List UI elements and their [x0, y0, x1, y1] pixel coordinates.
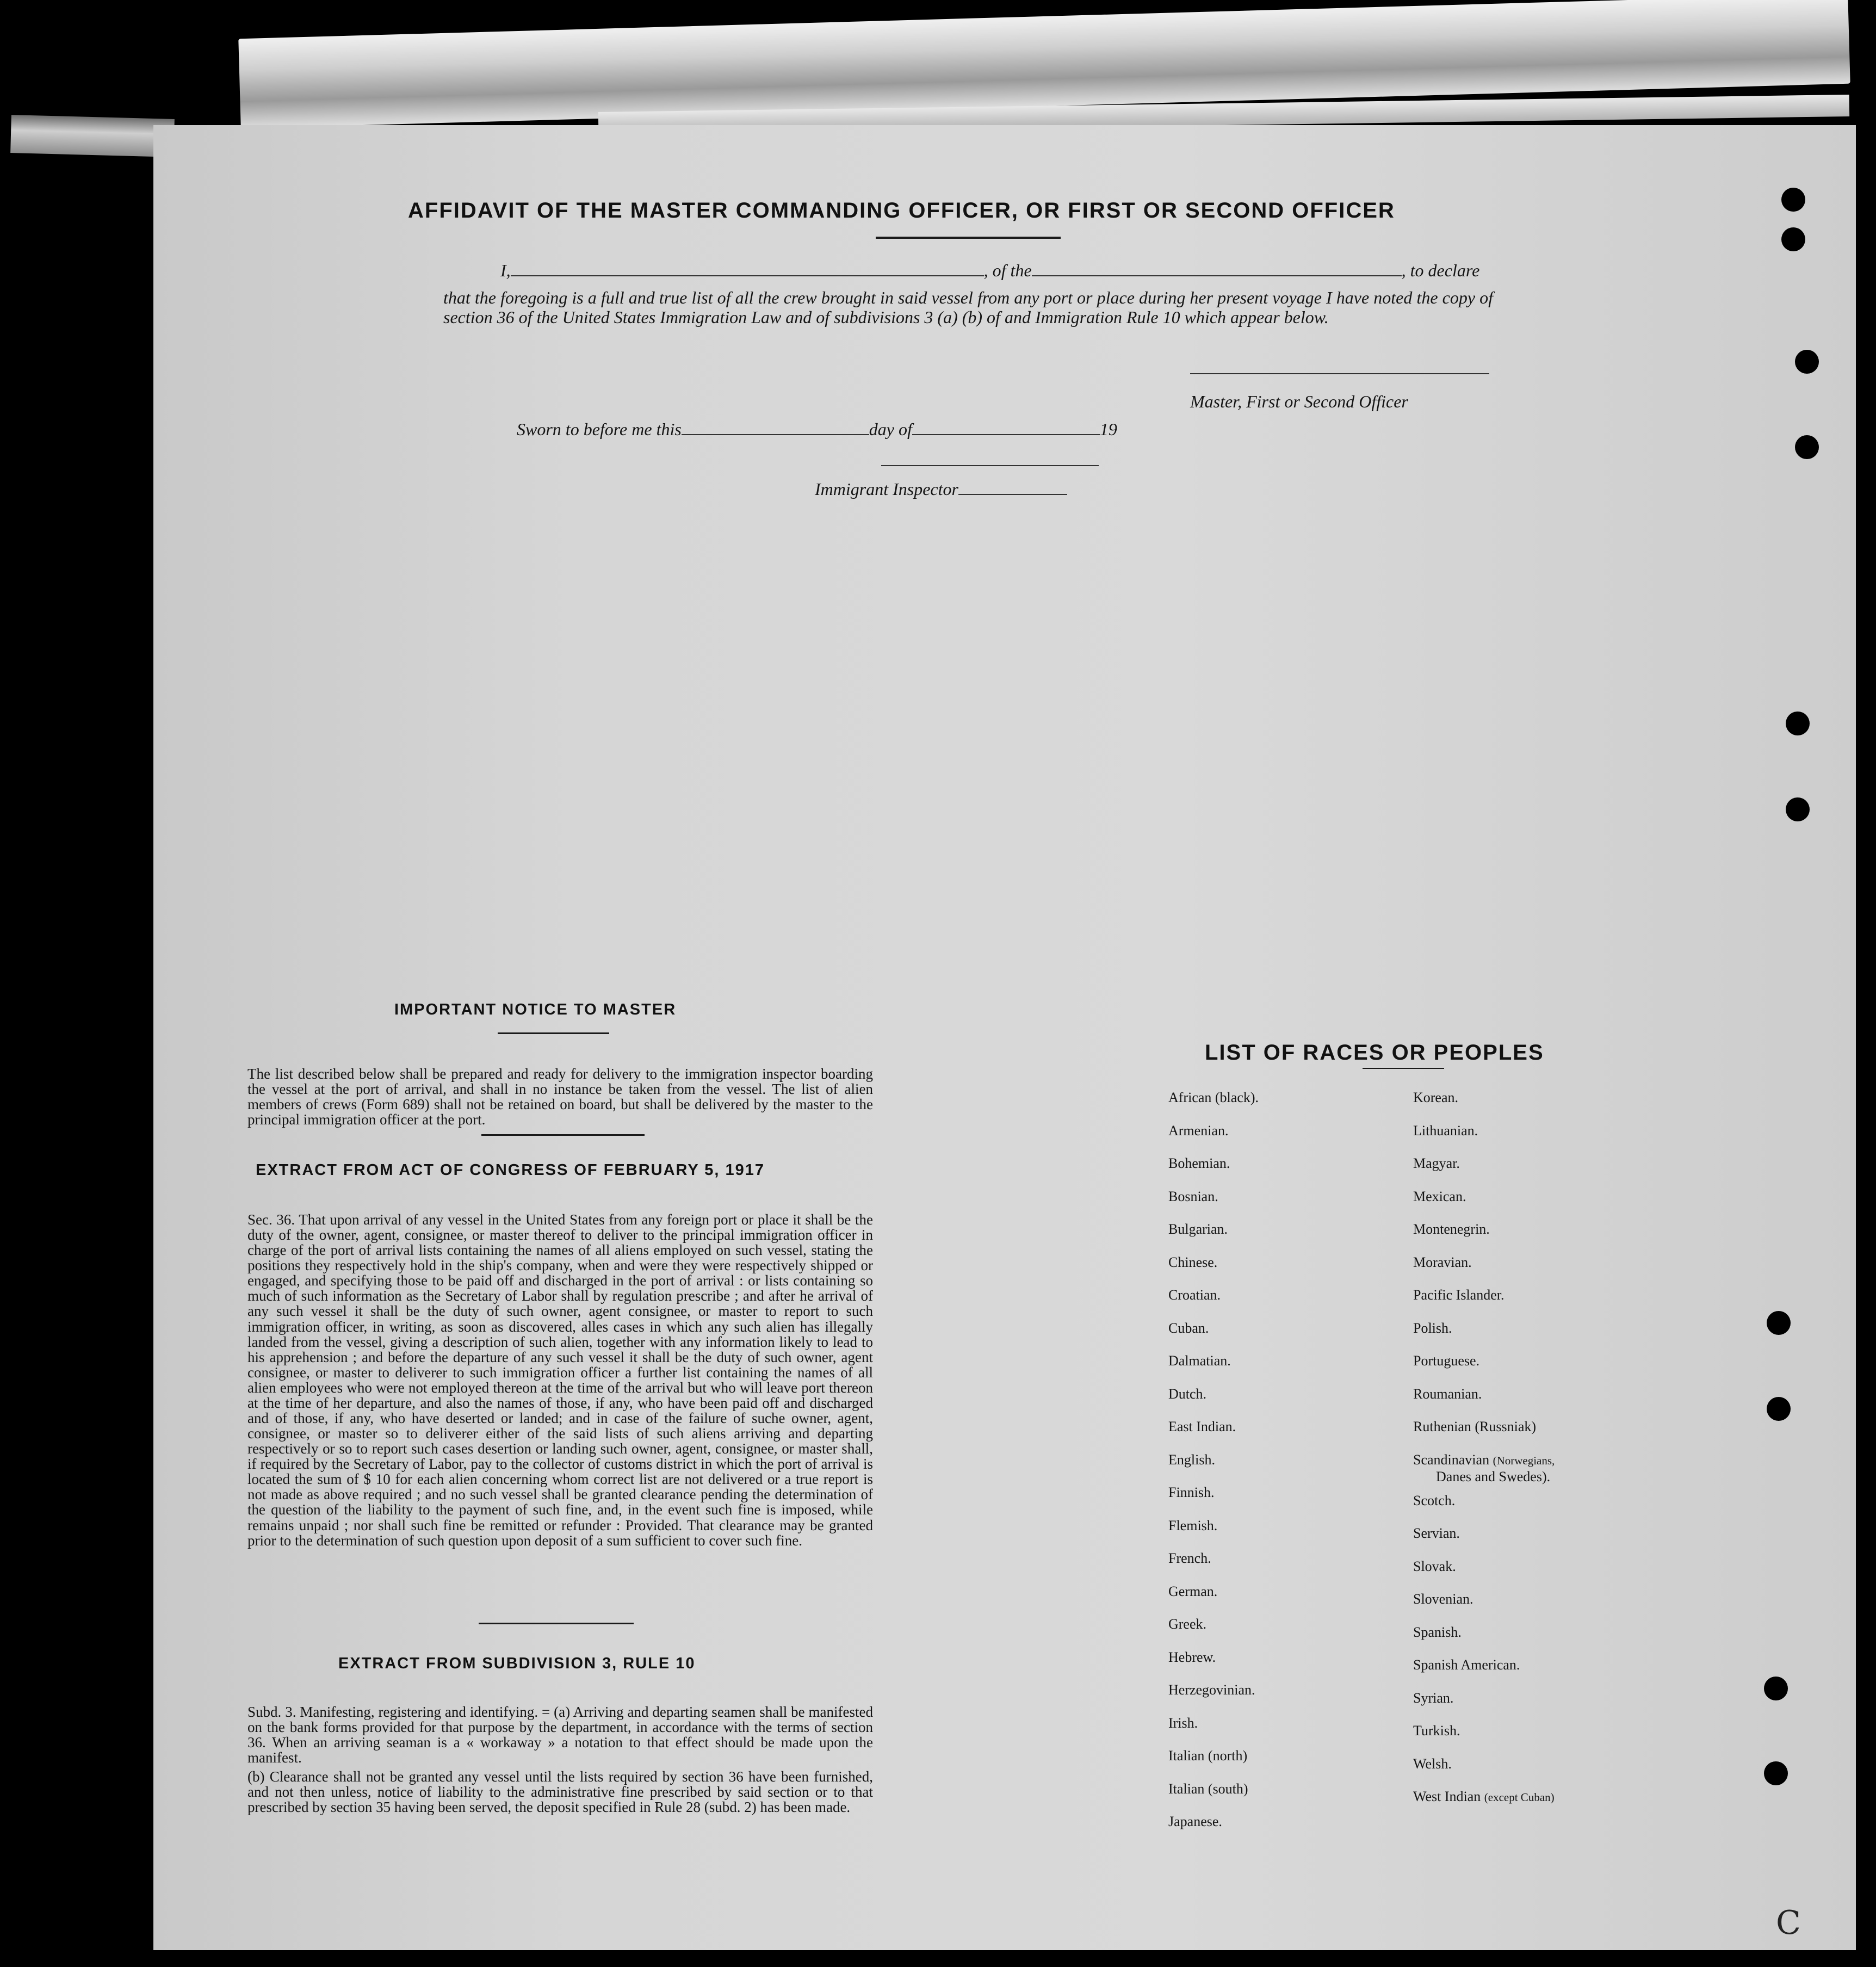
race-item: Turkish.	[1413, 1723, 1460, 1739]
affidavit-title: AFFIDAVIT OF THE MASTER COMMANDING OFFICER, OR FIRST OR SECOND OFFICER	[408, 199, 1395, 222]
race-item-scandinavian	[1413, 1444, 1555, 1484]
sworn-text: Sworn to before me this	[517, 419, 682, 439]
races-right-column	[1413, 1081, 1555, 1814]
race-item-west-indian	[1413, 1780, 1555, 1814]
race-item: Montenegrin.	[1413, 1221, 1490, 1237]
race-item: Bohemian.	[1168, 1155, 1230, 1171]
rule-body-a: Subd. 3. Manifesting, registering and identifying. = (a) Arriving and departing seamen shall be manifested on the bank forms provided for that purpose by the department, in accordance with the terms of section 36. When an arriving seaman is a « workaway » a notation to that effect should be made upon the manifest.	[247, 1704, 873, 1766]
race-note: (except Cuban)	[1484, 1791, 1555, 1804]
race-item: Roumanian.	[1413, 1385, 1482, 1402]
affidavit-of: , of the	[983, 261, 1032, 280]
vessel-blank	[1032, 260, 1402, 276]
sworn-line	[517, 419, 1117, 440]
race-item: Chinese.	[1168, 1254, 1218, 1270]
signature-caption: Master, First or Second Officer	[1190, 392, 1408, 411]
race-item: Italian (south)	[1168, 1780, 1248, 1797]
inspector-sign-line	[881, 465, 1099, 466]
punch-hole-icon	[1781, 188, 1805, 212]
notice-title: IMPORTANT NOTICE TO MASTER	[394, 1001, 677, 1018]
race-item: Scandinavian	[1413, 1451, 1490, 1468]
race-item: Slovak.	[1413, 1558, 1456, 1574]
document-page	[153, 125, 1856, 1950]
race-note: (Norwegians,	[1493, 1453, 1555, 1467]
punch-hole-icon	[1795, 435, 1819, 459]
race-item: Moravian.	[1413, 1254, 1472, 1270]
notice-divider	[481, 1134, 645, 1136]
notice-underline	[498, 1032, 609, 1034]
races-title: LIST OF RACES OR PEOPLES	[1205, 1041, 1544, 1065]
race-item: French.	[1168, 1550, 1211, 1566]
race-item: Cuban.	[1168, 1320, 1209, 1336]
punch-hole-icon	[1781, 227, 1805, 251]
race-item: Croatian.	[1168, 1287, 1221, 1303]
race-item: Slovenian.	[1413, 1591, 1473, 1607]
signature-line	[1190, 373, 1489, 374]
race-item: Japanese.	[1168, 1814, 1222, 1829]
rule-title: EXTRACT FROM SUBDIVISION 3, RULE 10	[338, 1655, 696, 1672]
punch-hole-icon	[1764, 1677, 1788, 1700]
month-blank	[912, 419, 1100, 435]
race-item: Scotch.	[1413, 1492, 1456, 1508]
affidavit-i: I,	[500, 261, 511, 280]
race-item: Greek.	[1168, 1616, 1207, 1632]
race-item: Syrian.	[1413, 1690, 1454, 1706]
race-item: Pacific Islander.	[1413, 1287, 1504, 1303]
race-item: Magyar.	[1413, 1155, 1460, 1171]
race-item: Portuguese.	[1413, 1353, 1480, 1369]
inspector-caption: Immigrant Inspector	[815, 479, 958, 499]
race-item: Flemish.	[1168, 1517, 1218, 1533]
race-item: Bosnian.	[1168, 1188, 1218, 1204]
race-item: German.	[1168, 1583, 1218, 1599]
act-title: EXTRACT FROM ACT OF CONGRESS OF FEBRUARY 5, 1917	[256, 1161, 765, 1179]
rule-body-b: (b) Clearance shall not be granted any vessel until the lists required by section 36 have been furnished, and not then unless, notice of liability to the administrative fine prescribed by said section or to that prescribed by section 35 having been served, the deposit specified in Rule 28 (subd. 2) has been made.	[247, 1768, 873, 1816]
race-note: Danes and Swedes).	[1436, 1468, 1551, 1484]
punch-hole-icon	[1767, 1311, 1791, 1335]
handwritten-page-mark: C	[1776, 1904, 1801, 1942]
punch-hole-icon	[1786, 712, 1810, 735]
notice-body: The list described below shall be prepared and ready for delivery to the immigration inspector boarding the vessel at the port of arrival, and shall in no instance be taken from the vessel. The list of alien members of crews (Form 689) shall not be retained on board, but shall be delivered by the master to the principal immigration officer at the port.	[247, 1066, 873, 1128]
race-item: Korean.	[1413, 1090, 1459, 1105]
race-item: Dutch.	[1168, 1385, 1207, 1402]
sworn-day: day of	[869, 419, 912, 439]
race-item: Herzegovinian.	[1168, 1682, 1255, 1698]
race-item: Italian (north)	[1168, 1748, 1248, 1764]
race-item: Servian.	[1413, 1525, 1460, 1541]
race-item: Hebrew.	[1168, 1649, 1216, 1665]
race-item: Irish.	[1168, 1715, 1198, 1731]
race-item: Spanish.	[1413, 1624, 1462, 1640]
scanner-edge-left	[10, 115, 175, 157]
day-blank	[682, 419, 869, 435]
inspector-line	[815, 479, 1067, 499]
sworn-year: 19	[1099, 419, 1117, 439]
name-blank	[511, 260, 984, 276]
race-item: Spanish American.	[1413, 1657, 1520, 1673]
affidavit-declare: , to declare	[1401, 261, 1480, 280]
race-item: African (black).	[1168, 1090, 1259, 1105]
inspector-blank	[958, 479, 1067, 495]
act-body: Sec. 36. That upon arrival of any vessel in the United States from any foreign port or place it shall be the duty of the owner, agent, consignee, or master thereof to deliver to the principal immigration officer in charge of the port of arrival lists containing the names of all aliens employed on such vessel, stating the positions they respectively hold in the ship's company, when and were they were respectively shipped or engaged, and specifying those to be paid off and discharged in the port of arrival : or lists containing so much of such information as the Secretary of Labor shall by regulation prescribe ; and after he arrival of any such vessel it shall be the duty of such owner, agent consignee, or master to report to such immigration officer, in writing, as soon as discovered, alles cases in which any such alien has illegally landed from the vessel, giving a description of such alien, together with any information likely to lead to his apprehension ; and before the departure of any such vessel it shall be the duty of such owner, agent consignee, or master to deliverer to such immigration officer a further list containing the names of all alien employees who were not employed thereon at the time of the arrival but who will leave port thereon at the time of her departure, and also the names of those, if any, who have been paid off and discharged and of those, if any, who have deserted or landed; and in case of the failure of suche owner, agent, consignee, or master so to deliverer either of the said lists of such aliens arriving and departing respectively or so to report such cases desertion or landing such owner, agent, consignee, or master shall, if required by the Secretary of Labor, pay to the collector of customs district in which the port of arrival is located the sum of $ 10 for each alien concerning whom correct list are not delivered or a true report is not made as above required ; and no such vessel shall be granted clearance pending the determination of the question of the liability to the payment of such fine, and, in the event such fine is imposed, while remains unpaid ; nor shall such fine be remitted or refunder : Provided. That clearance may be granted prior to the determination of such question upon deposit of a sum sufficient to cover such fine.	[247, 1211, 873, 1549]
punch-hole-icon	[1795, 350, 1819, 374]
race-item: Polish.	[1413, 1320, 1452, 1336]
races-underline	[1363, 1068, 1444, 1069]
affidavit-line1	[500, 260, 1479, 281]
race-item: Dalmatian.	[1168, 1353, 1231, 1369]
punch-hole-icon	[1764, 1761, 1788, 1785]
affidavit-body: that the foregoing is a full and true list of all the crew brought in said vessel from any port or place during her present voyage I have noted the copy of section 36 of the United States Immigration Law and of subdivisions 3 (a) (b) of and Immigration Rule 10 which appear below.	[443, 288, 1493, 327]
race-item: Bulgarian.	[1168, 1221, 1228, 1237]
race-item: English.	[1168, 1451, 1215, 1468]
punch-hole-icon	[1767, 1397, 1791, 1421]
punch-hole-icon	[1786, 797, 1810, 821]
title-underline	[876, 237, 1061, 239]
race-item: East Indian.	[1168, 1419, 1236, 1434]
race-item: Welsh.	[1413, 1755, 1452, 1772]
race-item: West Indian	[1413, 1789, 1481, 1804]
race-item: Lithuanian.	[1413, 1122, 1478, 1139]
races-left-column	[1168, 1081, 1259, 1839]
race-item: Ruthenian (Russniak)	[1413, 1419, 1537, 1434]
race-item: Armenian.	[1168, 1122, 1229, 1139]
race-item: Finnish.	[1168, 1484, 1215, 1500]
act-divider	[479, 1623, 634, 1624]
race-item: Mexican.	[1413, 1188, 1466, 1204]
